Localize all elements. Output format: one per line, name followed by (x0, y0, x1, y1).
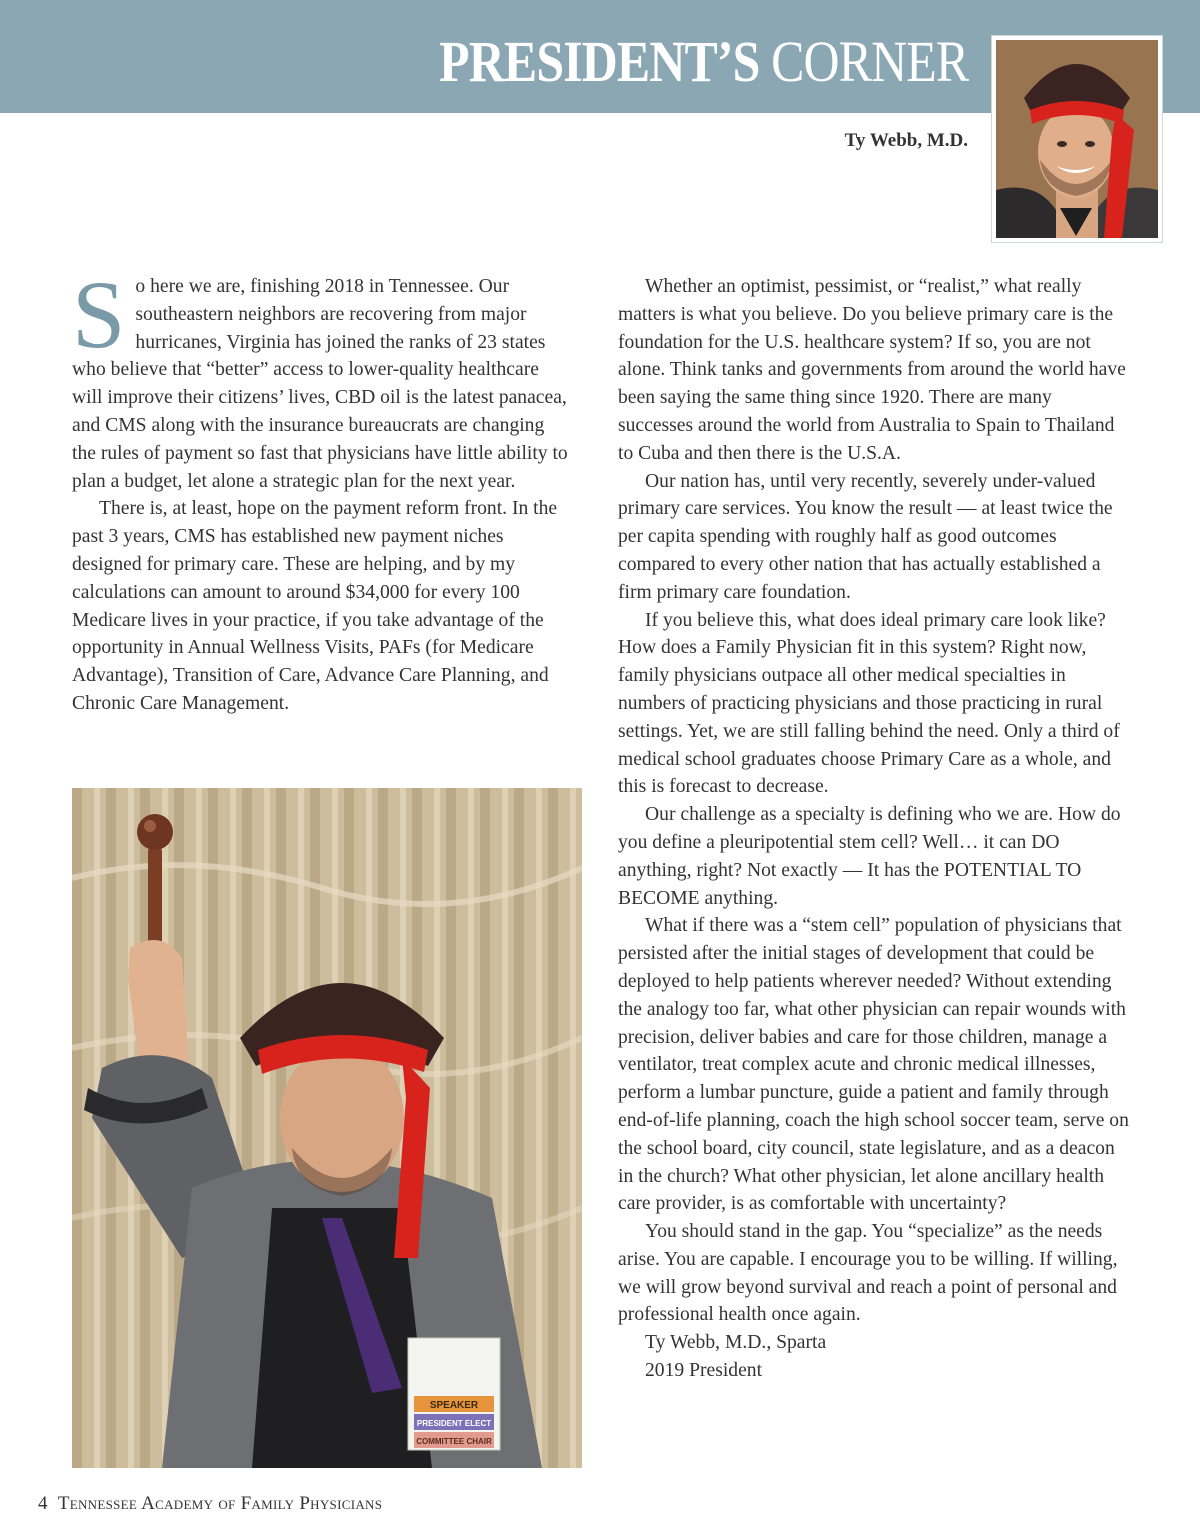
author-portrait (992, 36, 1162, 242)
page-title (439, 30, 968, 94)
paragraph: You should stand in the gap. You “specialize” as the needs arise. You are capable. I encourage you to be willing. If willing, we will grow beyond survival and reach a point of personal and professional health once again. (618, 1221, 1118, 1326)
badge-line-president-elect: PRESIDENT ELECT (416, 1419, 492, 1428)
paragraph: Whether an optimist, pessimist, or “realist,” what really matters is what you believe. Do you believe primary care is the foundation for the U.S. healthcare system? If so, you are not alone. Think tanks and governments from around the world have been saying the same thing since 1920. There are many successes around the world from Australia to Spain to Thailand to Cuba and then there is the U.S.A. (618, 276, 1126, 464)
paragraph-text: o here we are, finishing 2018 in Tennessee. Our southeastern neighbors are recovering from major hurricanes, Virginia has joined the ranks of 23 states who believe that “better” access to lower-quality healthcare will improve their citizens’ lives, CBD oil is the latest panacea, and CMS along with the insurance bureaucrats are changing the rules of payment so fast that physicians have little ability to plan a budget, let alone a strategic plan for the next year. (72, 276, 568, 492)
title-light: CORNER (770, 29, 968, 94)
photo-illustration (72, 788, 582, 1468)
badge-line-speaker: SPEAKER (429, 1400, 479, 1411)
page-footer (38, 1493, 382, 1515)
paragraph: What if there was a “stem cell” population of physicians that persisted after the initial stages of development that could be deployed to help patients wherever needed? Without extending the analogy too far, what other physician can repair wounds with precision, deliver babies and care for those children, manage a ventilator, treat complex acute and chronic medical illnesses, perform a lumbar puncture, guide a patient and family through end-of-life planning, coach the high school soccer team, serve on the school board, city council, state legislature, and as a deacon in the church? What other physician, let alone ancillary health care provider, is as comfortable with uncertainty? (618, 915, 1129, 1215)
paragraph: Our challenge as a specialty is defining who we are. How do you define a pleuripotential stem cell? Well… it can DO anything, right? Not exactly — It has the POTENTIAL TO BECOME anything. (618, 804, 1121, 909)
publication-name: Tennessee Academy of Family Physicians (57, 1493, 383, 1514)
president-photo (72, 788, 582, 1468)
article-column-left (72, 261, 572, 718)
drop-cap: S (72, 261, 126, 368)
page-number: 4 (38, 1493, 48, 1514)
article-column-right (618, 273, 1130, 1385)
byline: Ty Webb, M.D. (844, 130, 968, 151)
paragraph (72, 261, 572, 495)
paragraph: There is, at least, hope on the payment reform front. In the past 3 years, CMS has established new payment niches designed for primary care. These are helping, and by my calculations can amount to around $34,000 for every 100 Medicare lives in your practice, if you take advantage of the opportunity in Annual Wellness Visits, PAFs (for Medicare Advantage), Transition of Care, Advance Care Planning, and Chronic Care Management. (72, 498, 558, 714)
badge-line-committee-chair: COMMITTEE CHAIR (416, 1437, 492, 1446)
signature-title: 2019 President (645, 1360, 763, 1382)
signature-name: Ty Webb, M.D., Sparta (645, 1332, 827, 1354)
paragraph: If you believe this, what does ideal primary care look like? How does a Family Physician fit in this system? Right now, family physicians outpace all other medical specialties in numbers of practicing physicians and those practicing in rural settings. Yet, we are still falling behind the need. Only a third of medical school graduates choose Primary Care as a whole, and this is forecast to decrease. (618, 609, 1120, 798)
paragraph: Our nation has, until very recently, severely under-valued primary care services. You know the result — at least twice the per capita spending with roughly half as good outcomes compared to every other nation that has actually established a firm primary care foundation. (618, 470, 1113, 603)
title-bold: PRESIDENT’S (438, 29, 760, 94)
